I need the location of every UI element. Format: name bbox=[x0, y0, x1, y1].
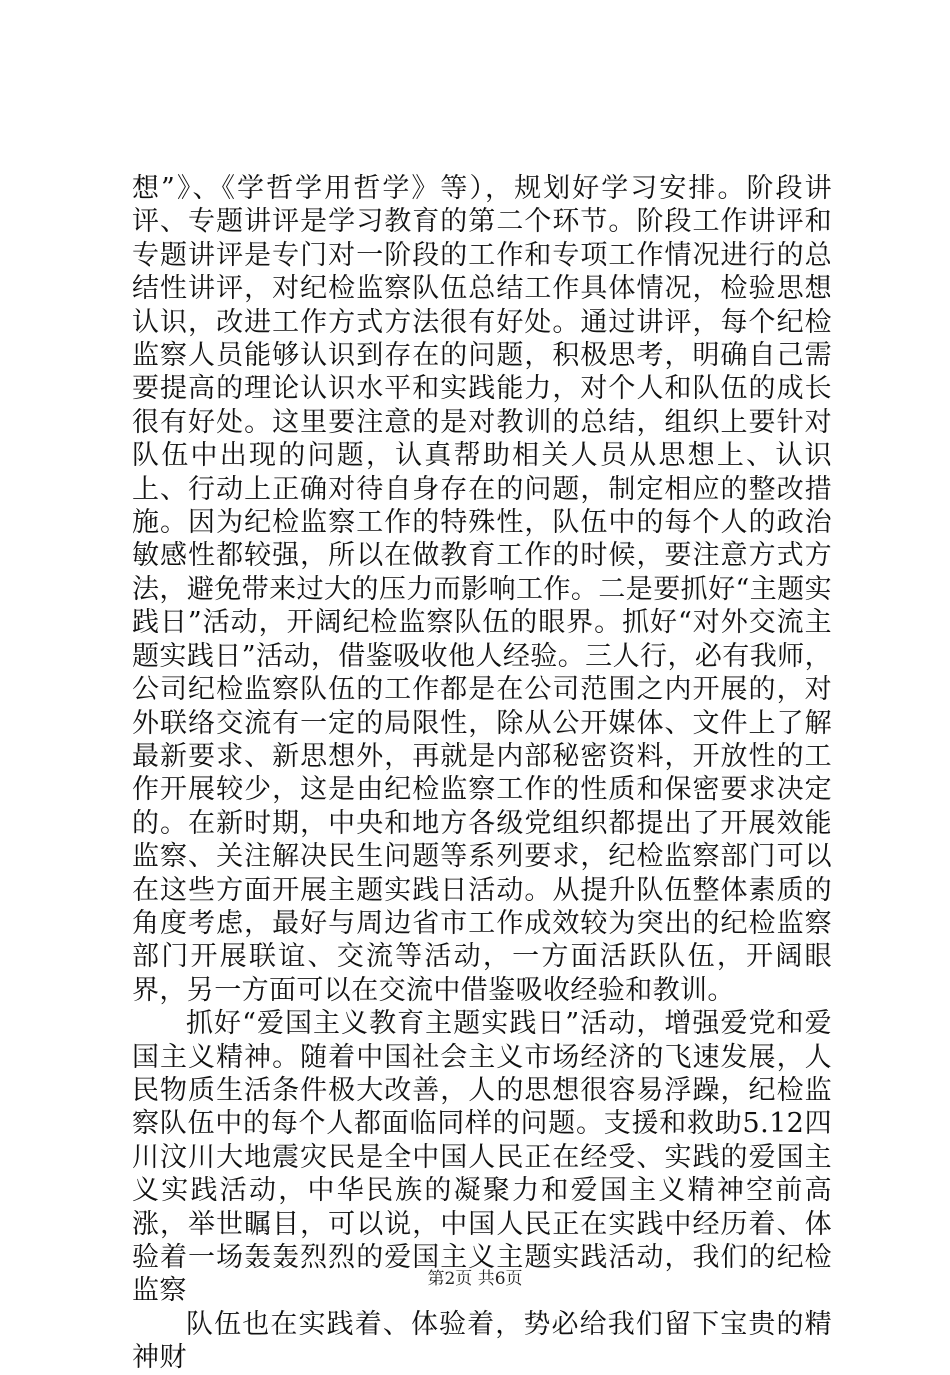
paragraph-2: 抓好“爱国主义教育主题实践日”活动，增强爱党和爱国主义精神。随着中国社会主义市场经济的飞速发展，人民物质生活条件极大改善，人的思想很容易浮躁，纪检监察队伍中的每个人都面临同样的问题。支援和救助5.12四川汶川大地震灾民是全中国人民正在经受、实践的爱国主义实践活动，中华民族的凝聚力和爱国主义精神空前高涨，举世瞩目，可以说，中国人民正在实践中经历着、体验着一场轰轰烈烈的爱国主义主题实践活动，我们的纪检监察 bbox=[132, 1008, 832, 1307]
paragraph-3: 队伍也在实践着、体验着，势必给我们留下宝贵的精神财 bbox=[132, 1308, 832, 1374]
page-number-footer: 第2页 共6页 bbox=[427, 1269, 523, 1289]
paragraph-1: 想”》、《学哲学用哲学》等），规划好学习安排。阶段讲评、专题讲评是学习教育的第二个环节。阶段工作讲评和专题讲评是专门对一阶段的工作和专项工作情况进行的总结性讲评，对纪检监察队伍总结工作具体情况，检验思想认识，改进工作方式方法很有好处。通过讲评，每个纪检监察人员能够认识到存在的问题，积极思考，明确自己需要提高的理论认识水平和实践能力，对个人和队伍的成长很有好处。这里要注意的是对教训的总结，组织上要针对队伍中出现的问题，认真帮助相关人员从思想上、认识上、行动上正确对待自身存在的问题，制定相应的整改措施。因为纪检监察工作的特殊性，队伍中的每个人的政治敏感性都较强，所以在做教育工作的时候，要注意方式方法，避免带来过大的压力而影响工作。二是要抓好“主题实践日”活动，开阔纪检监察队伍的眼界。抓好“对外交流主题实践日”活动，借鉴吸收他人经验。三人行，必有我师，公司纪检监察队伍的工作都是在公司范围之内开展的，对外联络交流有一定的局限性，除从公开媒体、文件上了解最新要求、新思想外，再就是内部秘密资料，开放性的工作开展较少，这是由纪检监察工作的性质和保密要求决定的。在新时期，中央和地方各级党组织都提出了开展效能监察、关注解决民生问题等系列要求，纪检监察部门可以在这些方面开展主题实践日活动。从提升队伍整体素质的角度考虑，最好与周边省市工作成效较为突出的纪检监察部门开展联谊、交流等活动，一方面活跃队伍，开阔眼界，另一方面可以在交流中借鉴吸收经验和教训。 bbox=[132, 173, 832, 1006]
document-body bbox=[132, 172, 832, 1375]
